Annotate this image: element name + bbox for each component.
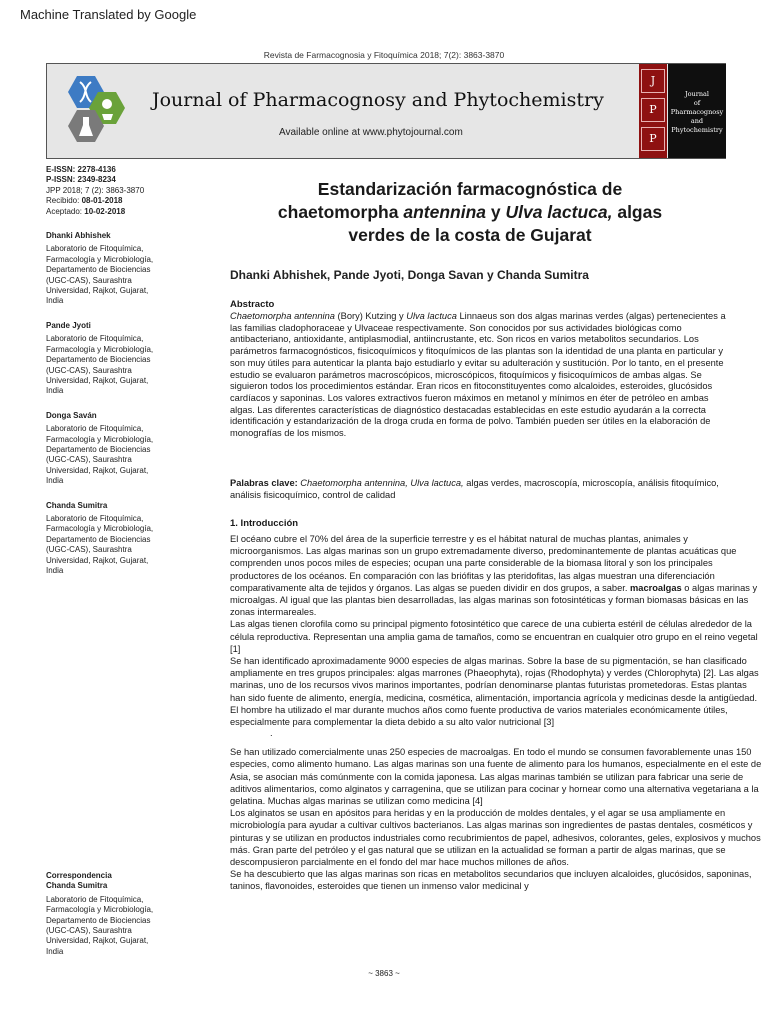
affiliation-line: India <box>46 566 64 575</box>
correspondence-name: Chanda Sumitra <box>46 881 108 891</box>
badge-line: of <box>693 99 701 107</box>
introduction-body <box>230 533 762 893</box>
title-part: algas <box>612 202 663 222</box>
affiliation-line: Laboratorio de Fitoquímica, <box>46 513 144 523</box>
affiliation-line: Farmacología y Microbiología, <box>46 434 154 444</box>
abstract-heading: Abstracto <box>230 299 275 310</box>
title-line <box>230 201 710 224</box>
journal-title: Journal of Pharmacognosy and Phytochemistry <box>152 89 604 111</box>
received-value: 08-01-2018 <box>81 196 123 206</box>
affiliation-line: Universidad, Rajkot, Gujarat, <box>46 465 149 475</box>
affiliation-line: (UGC-CAS), Saurashtra <box>46 365 132 375</box>
paragraph: Se ha descubierto que las algas marinas son ricas en metabolitos secundarios que incluyen alcaloides, glucósidos, saponinas, taninos, flavonoides, esteroides que tienen un inmenso valor medicinal y <box>230 869 752 892</box>
affiliation-line: (UGC-CAS), Saurashtra <box>46 545 132 555</box>
eissn: E-ISSN: 2278-4136 <box>46 165 116 174</box>
article-title <box>230 178 710 247</box>
keywords-label: Palabras clave: <box>230 478 298 488</box>
received-label: Recibido: <box>46 196 82 206</box>
emphasis: macroalgas <box>630 582 682 593</box>
affiliation-line: Departamento de Biociencias <box>46 265 151 275</box>
accepted-value: 10-02-2018 <box>84 206 126 216</box>
jpp-badge-letter: P <box>641 127 665 151</box>
paragraph: Las algas tienen clorofila como su principal pigmento fotosintético que carece de una cubierta estéril de células alrededor de la célula reproductiva. Representan una amplia gama de tamaños, como se encuentran en cualquier otro grupo en el reino vegetal [1] <box>230 619 758 654</box>
affiliation-line: India <box>46 386 64 396</box>
affiliation-line: Farmacología y Microbiología, <box>46 254 154 264</box>
title-species: Ulva lactuca, <box>505 202 613 222</box>
journal-citation: Revista de Farmacognosia y Fitoquímica 2018; 7(2): 3863-3870 <box>263 50 505 60</box>
abstract-fragment: Linnaeus son dos algas marinas verdes (algas) pertenecientes a las familias cladophoraceae y Ulvaceae respectivamente. Son conocidos por sus actividades biológicas como antibacteriano, antioxidante, antiplasmodial, antiincrustante, etc. Son ricos en varios metabolitos secundarios. Los parámetros farmacognósticos, fisicoquímicos y fitoquímicos de las plantas son la identidad de una planta en particular y son muy útiles para autenticar la planta bajo estudiarlo y evitar su adulteración y sustitución. Por lo tanto, en el presente estudio se evaluaron parámetros macroscópicos, microscópicos, fitoquímicos y fisicoquímicos de ambas algas. Se siguieron todos los procedimientos estándar. Eran ricos en fitoconstituyentes como alcaloides, esteroides, glucósidos cardíacos y saponinas. Los valores extractivos fueron máximos en metanol y mínimos en éter de petróleo en ambas algas. Las diferentes características de diagnóstico destacadas establecidas en este estudio ayudarán a la correcta identificación y estandarización de la droga cruda en forma de polvo. También pueden ser útiles en la elaboración de monografías de los mismos. <box>230 311 726 439</box>
article-authors: Dhanki Abhishek, Pande Jyoti, Donga Savan y Chanda Sumitra <box>230 268 589 282</box>
affiliation-line: India <box>46 476 64 486</box>
badge-line: and <box>690 117 704 125</box>
author-affiliation <box>46 321 206 397</box>
abstract-fragment: (Bory) Kutzing y <box>334 311 407 321</box>
correspondence-block <box>46 871 206 957</box>
abstract-text <box>230 311 730 440</box>
jpp-badge-text <box>668 64 726 158</box>
jpp-badge <box>639 64 667 158</box>
badge-line: Journal <box>685 90 709 98</box>
article-sidebar <box>46 165 206 576</box>
species-name: Ulva lactuca <box>406 311 457 321</box>
affiliation-line: Laboratorio de Fitoquímica, <box>46 334 144 344</box>
affiliation-line: India <box>46 946 64 956</box>
affiliation-line: Departamento de Biociencias <box>46 355 151 365</box>
title-part: chaetomorpha <box>277 202 404 222</box>
accepted-label: Aceptado: <box>46 206 85 216</box>
keywords-list: algas verdes, macroscopía, microscopía, análisis fitoquímico, análisis fisicoquímico, control de calidad <box>230 478 719 500</box>
badge-line: Pharmacognosy <box>670 108 724 116</box>
affiliation-line: (UGC-CAS), Saurashtra <box>46 926 132 936</box>
pissn: P-ISSN: 2349-8234 <box>46 175 116 185</box>
page-number: ~ 3863 ~ <box>368 969 400 978</box>
author-name: Donga Saván <box>46 410 97 420</box>
affiliation-line: Universidad, Rajkot, Gujarat, <box>46 286 149 296</box>
affiliation-line: Universidad, Rajkot, Gujarat, <box>46 555 149 565</box>
paragraph-text: o algas marinas y microalgas. Al igual que las plantas bien desarrolladas, las algas marinas son fotosintéticas y forman biomasas básicas en las zonas intermareales. <box>230 582 758 618</box>
journal-availability: Available online at www.phytojournal.com <box>279 127 463 138</box>
affiliation-line: Departamento de Biociencias <box>46 534 151 544</box>
journal-banner <box>46 63 726 159</box>
author-name: Pande Jyoti <box>46 320 91 330</box>
author-affiliation <box>46 411 206 487</box>
affiliation-line: (UGC-CAS), Saurashtra <box>46 455 132 465</box>
badge-line: Phytochemistry <box>671 126 723 134</box>
title-species: antennina <box>403 202 486 222</box>
affiliation-line: India <box>46 296 64 306</box>
affiliation-line: Departamento de Biociencias <box>46 915 151 925</box>
affiliation-line: Universidad, Rajkot, Gujarat, <box>46 375 149 385</box>
affiliation-line: Laboratorio de Fitoquímica, <box>46 424 144 434</box>
affiliation-line: Universidad, Rajkot, Gujarat, <box>46 936 149 946</box>
affiliation-line: Laboratorio de Fitoquímica, <box>46 244 144 254</box>
title-part: y <box>486 202 506 222</box>
affiliation-line: Laboratorio de Fitoquímica, <box>46 894 144 904</box>
introduction-heading: 1. Introducción <box>230 518 299 529</box>
paragraph-text: El océano cubre el 70% del área de la superficie terrestre y es el hábitat natural de muchas plantas, animales y microorganismos. Las algas marinas son un grupo extremadamente diverso, predominantemente de plantas acuáticas que comprenden unos pocos miles de especies; ocupan una parte considerable de la biomasa litoral y son los principales productores de los océanos. En comparación con las briófitas y las pteridofitas, las algas muestran una diferenciación comparativamente alta de tejidos y órganos. Las algas se pueden dividir en dos grupos, a saber. <box>230 534 737 593</box>
author-name: Chanda Sumitra <box>46 500 108 510</box>
paragraph: Se han utilizado comercialmente unas 250 especies de macroalgas. En todo el mundo se consumen favorablemente unas 150 especies, como alimento humano. Las algas marinas son una fuente de alimento para los humanos, especialmente en el este de Asia, se asocian más comúnmente con la comida japonesa. Las algas marinas también se utilizan para fabricar una serie de aditivos alimentarios, como alginatos y carragenina, que se utilizan para cocinar y hornear como una alternativa vegetariana a la gelatina. Muchas algas marinas se utilizan como medicina [4] <box>230 747 762 807</box>
paragraph: Los alginatos se usan en apósitos para heridas y en la producción de moldes dentales, y el agar se usa ampliamente en microbiología para ayudar a cultivar cultivos bacterianos. Las algas marinas son ingredientes de pastas dentales, cosméticos y pinturas y se utilizan en productos industriales como recubrimientos de papel, adhesivos, colorantes, geles, explosivos y muchos más. Gran parte del petróleo y el gas natural que se utilizan en la actualidad se forman a partir de algas marinas, que se descompusieron parcialmente en el fondo del mar hace muchos millones de años. <box>230 808 761 868</box>
jpp-badge-letter: P <box>641 98 665 122</box>
title-line: verdes de la costa de Gujarat <box>348 225 592 245</box>
affiliation-line: Farmacología y Microbiología, <box>46 524 154 534</box>
keywords-species: Chaetomorpha antennina, Ulva lactuca, <box>297 478 464 488</box>
affiliation-line: Farmacología y Microbiología, <box>46 905 154 915</box>
received-date <box>46 196 206 206</box>
correspondence-heading: Correspondencia <box>46 871 112 880</box>
affiliation-line: Departamento de Biociencias <box>46 444 151 454</box>
keywords <box>230 478 730 501</box>
author-affiliation <box>46 231 206 307</box>
machine-translated-label: Machine Translated by Google <box>20 7 197 22</box>
affiliation-line: Farmacología y Microbiología, <box>46 344 154 354</box>
stray-dot: . <box>270 728 273 739</box>
jpp-badge-letter: J <box>641 69 665 93</box>
journal-logo-icon <box>55 70 135 154</box>
jpp-reference: JPP 2018; 7 (2): 3863-3870 <box>46 185 145 195</box>
species-name: Chaetomorpha antennina <box>230 311 335 321</box>
author-name: Dhanki Abhishek <box>46 231 111 241</box>
paragraph <box>230 533 762 618</box>
title-line: Estandarización farmacognóstica de <box>317 179 623 199</box>
paragraph: Se han identificado aproximadamente 9000 especies de algas marinas. Sobre la base de su pigmentación, se han clasificado ampliamente en tres grupos principales: algas marrones (Phaeophyta), rojas (Rhodophyta) y verdes (Chlorophyta) [2]. Las algas marinas, uno de los recursos vivos marinos importantes, podrían denominarse plantas futuristas prometedoras. Estas plantas han sido fuente de alimento, energía, medicina, cosmética, alimentación, importancia agrícola y medicinas desde la antigüedad. El hombre ha utilizado el mar durante muchos años como fuente productiva de varios materiales económicamente útiles, especialmente para complementar la dieta debido a su alto valor nutricional [3] <box>230 656 759 728</box>
accepted-date <box>46 207 206 217</box>
author-affiliation <box>46 501 206 577</box>
affiliation-line: (UGC-CAS), Saurashtra <box>46 275 132 285</box>
